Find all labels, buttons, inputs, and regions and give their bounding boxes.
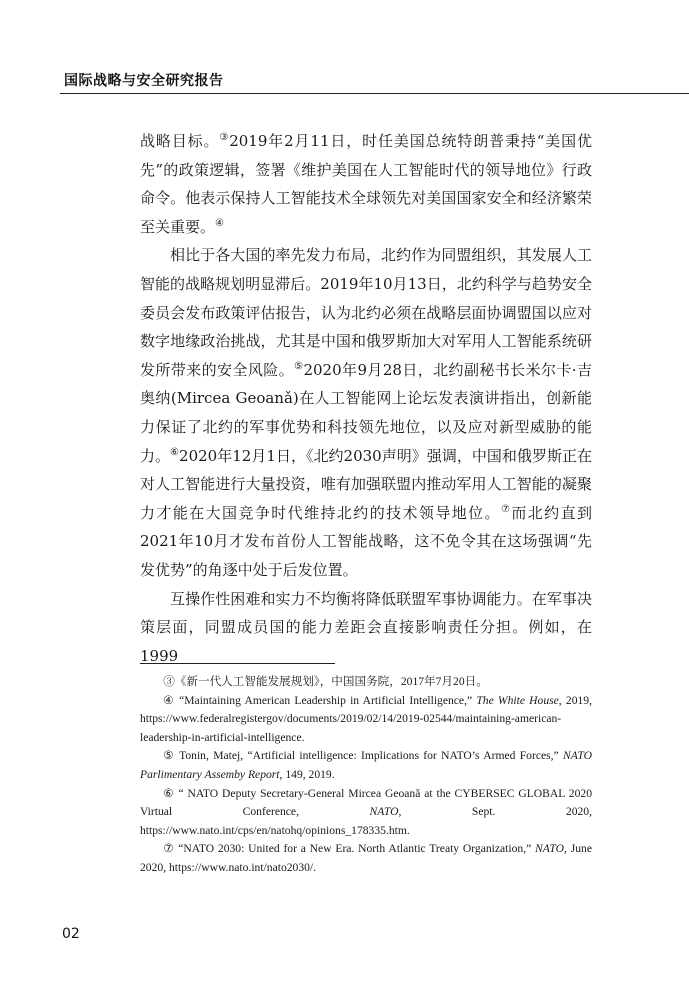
- fn4-text-a: ④ “Maintaining American Leadership in Artificial Intelligence,”: [163, 693, 477, 707]
- footnote-ref-6[interactable]: ⑥: [170, 446, 180, 458]
- paragraph-1: [140, 127, 592, 241]
- p2-text-a: 相比于各大国的率先发力布局，北约作为同盟组织，其发展人工智能的战略规划明显滞后。2019年10月13日，北约科学与趋势安全委员会发布政策评估报告，认为北约必须在战略层面协调盟国以应对数字地缘政治挑战，尤其是中国和俄罗斯加大对军用人工智能系统研发所带来的安全风险。: [140, 246, 592, 379]
- page-number: 02: [62, 926, 80, 942]
- paragraph-2: [140, 241, 592, 584]
- fn6-text-b: , Sept. 2020, https://www.nato.int/cps/en/natohq/opinions_178335.htm.: [140, 805, 592, 837]
- fn5-source: NATO Parlimentary Assemby Report: [140, 749, 592, 781]
- fn7-source: NATO: [535, 842, 565, 856]
- footnote-ref-5[interactable]: ⑤: [294, 360, 304, 372]
- p1-text-b: 2019年2月11日，时任美国总统特朗普秉持“美国优先”的政策逻辑，签署《维护美国在人工智能时代的领导地位》行政命令。他表示保持人工智能技术全球领先对美国国家安全和经济繁荣至关重要。: [140, 132, 592, 236]
- fn4-source: The White House: [476, 693, 559, 707]
- header-rule: [60, 93, 689, 94]
- p1-text-a: 战略目标。: [140, 132, 220, 150]
- fn5-text-b: , 149, 2019.: [279, 767, 335, 781]
- fn7-text-b: , June 2020, https://www.nato.int/nato2030/.: [140, 842, 592, 874]
- footnotes: [140, 673, 592, 878]
- fn4-text-b: , 2019, https://www.federalregistergov/documents/2019/02/14/2019-02544/maintaining-american-leadership-in-artificial-intelligence.: [140, 693, 592, 744]
- footnote-ref-4[interactable]: ④: [215, 217, 224, 229]
- p2-text-b: 2020年9月28日，北约副秘书长米尔卡·吉奥纳(Mircea Geoanǎ)在人工智能网上论坛发表演讲指出，创新能力保证了北约的军事优势和科技领先地位，以及应对新型威胁的能力。: [140, 360, 592, 465]
- footnote-4: [140, 692, 592, 748]
- footnote-6: [140, 785, 592, 841]
- fn7-text-a: ⑦ “NATO 2030: United for a New Era. North Atlantic Treaty Organization,”: [163, 842, 536, 856]
- p2-text-c: 2020年12月1日，《北约2030声明》强调，中国和俄罗斯正在对人工智能进行大量投资，唯有加强联盟内推动军用人工智能的凝聚力才能在大国竞争时代维持北约的技术领导地位。: [140, 446, 592, 522]
- footnote-5: [140, 747, 592, 784]
- footnote-3: ③《新一代人工智能发展规划》，中国国务院，2017年7月20日。: [163, 675, 488, 688]
- footnote-7: [140, 840, 592, 877]
- paragraph-3: 互操作性困难和实力不均衡将降低联盟军事协调能力。在军事决策层面，同盟成员国的能力差距会直接影响责任分担。例如，在1999: [140, 589, 592, 665]
- fn6-source: NATO: [369, 805, 399, 819]
- footnote-rule: [140, 663, 335, 664]
- fn6-text-a: ⑥ “ NATO Deputy Secretary-General Mircea Geoanǎ at the CYBERSEC GLOBAL 2020 Virtual Conference,: [140, 786, 592, 819]
- p2-text-d: 而北约直到2021年10月才发布首份人工智能战略，这不免令其在这场强调“先发优势”的角逐中处于后发位置。: [140, 503, 592, 579]
- footnote-ref-7[interactable]: ⑦: [500, 503, 512, 515]
- running-header: 国际战略与安全研究报告: [64, 73, 224, 89]
- main-text: [140, 127, 592, 670]
- footnote-ref-3[interactable]: ③: [219, 132, 230, 143]
- fn5-text-a: ⑤ Tonin, Matej, “Artificial intelligence: Implications for NATO’s Armed Forces,”: [163, 749, 563, 763]
